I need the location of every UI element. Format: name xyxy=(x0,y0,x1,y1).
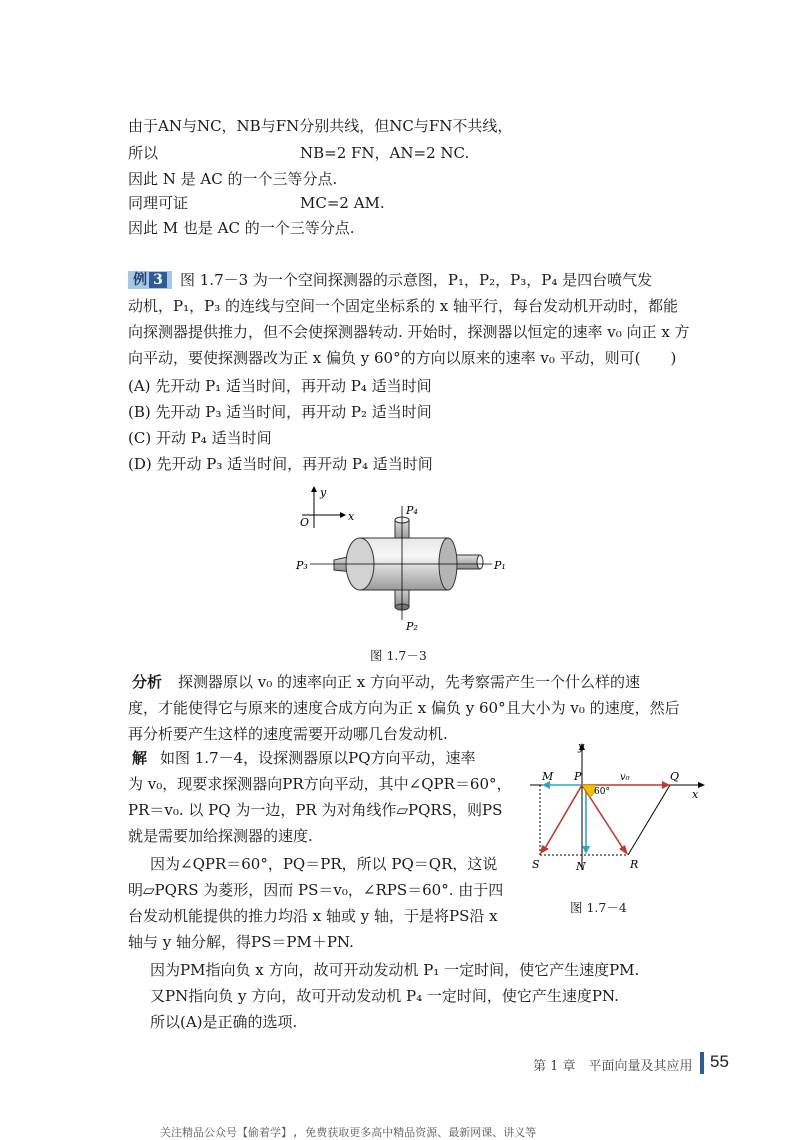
proof-line-5: 因此 M 也是 AC 的一个三等分点. xyxy=(128,219,355,237)
option-d: (D) 先开动 P₃ 适当时间，再开动 P₄ 适当时间 xyxy=(128,455,433,473)
figure1-caption: 图 1.7－3 xyxy=(370,648,427,663)
fig1-label-p1: P₁ xyxy=(494,559,506,572)
page-number: 55 xyxy=(710,1052,729,1071)
conclusion-line-3: 所以(A)是正确的选项. xyxy=(150,1013,298,1031)
proof-line-2-math: NB=2 FN，AN=2 NC. xyxy=(300,144,470,162)
option-c: (C) 开动 P₄ 适当时间 xyxy=(128,429,272,447)
fig2-label-s: S xyxy=(532,858,540,871)
vector-figure xyxy=(520,742,710,882)
fig1-label-x: x xyxy=(348,510,355,523)
analysis-title: 分析 xyxy=(132,673,163,691)
solution-line-6: 明▱PQRS 为菱形，因而 PS＝v₀，∠RPS＝60°. 由于四 xyxy=(128,881,504,899)
example-badge: 例 3 xyxy=(128,271,172,289)
solution-line-5: 因为∠QPR＝60°，PQ＝PR，所以 PQ＝QR，这说 xyxy=(150,855,498,873)
footer-chapter: 第 1 章 平面向量及其应用 xyxy=(533,1059,693,1074)
example-text-line-4: 向平动，要使探测器改为正 x 偏负 y 60°的方向以原来的速率 v₀ 平动，则可( ) xyxy=(128,349,677,367)
probe-figure xyxy=(280,480,520,640)
figure2-caption: 图 1.7－4 xyxy=(570,900,627,915)
fig2-label-y: y xyxy=(578,742,585,753)
fig2-label-v0: v₀ xyxy=(620,772,630,783)
solution-title: 解 xyxy=(132,749,148,767)
option-a: (A) 先开动 P₁ 适当时间，再开动 P₄ 适当时间 xyxy=(128,377,432,395)
solution-line-3: PR＝v₀. 以 PQ 为一边，PR 为对角线作▱PQRS，则PS xyxy=(128,801,503,819)
proof-line-2-label: 所以 xyxy=(128,144,159,162)
example-text-line-2: 动机，P₁，P₃ 的连线与空间一个固定坐标系的 x 轴平行，每台发动机开动时，都能 xyxy=(128,297,678,315)
conclusion-line-2: 又PN指向负 y 方向，故可开动发动机 P₄ 一定时间，使它产生速度PN. xyxy=(150,987,619,1005)
fig1-label-p2: P₂ xyxy=(406,620,418,633)
proof-line-4-math: MC=2 AM. xyxy=(300,194,385,212)
proof-line-1: 由于AN与NC，NB与FN分别共线，但NC与FN不共线， xyxy=(128,117,513,135)
fig1-label-p4: P₄ xyxy=(406,504,418,517)
solution-line-1: 如图 1.7－4，设探测器原以PQ方向平动，速率 xyxy=(160,749,476,767)
fig2-label-n: N xyxy=(576,860,586,873)
solution-line-7: 台发动机能提供的推力均沿 x 轴或 y 轴，于是将PS沿 x xyxy=(128,907,498,925)
option-b: (B) 先开动 P₃ 适当时间，再开动 P₂ 适当时间 xyxy=(128,403,432,421)
solution-line-4: 就是需要加给探测器的速度. xyxy=(128,827,313,845)
solution-line-2: 为 v₀，现要求探测器向PR方向平动，其中∠QPR＝60°， xyxy=(128,775,512,793)
fig2-label-angle: 60° xyxy=(594,787,610,797)
example-text-line-1: 图 1.7－3 为一个空间探测器的示意图，P₁，P₂，P₃，P₄ 是四台喷气发 xyxy=(180,271,653,289)
bottom-note: 关注精品公众号【偷着学】, 免费获取更多高中精品资源、最新网课、讲义等 xyxy=(160,1126,537,1139)
footer-divider xyxy=(700,1052,704,1074)
fig2-label-x: x xyxy=(692,788,699,801)
fig2-label-r: R xyxy=(630,858,639,871)
proof-line-4-label: 同理可证 xyxy=(128,194,189,212)
analysis-line-1: 探测器原以 v₀ 的速率向正 x 方向平动，先考察需产生一个什么样的速 xyxy=(178,673,641,691)
proof-line-3: 因此 N 是 AC 的一个三等分点. xyxy=(128,170,338,188)
fig1-label-o: O xyxy=(300,516,310,529)
fig1-label-p3: P₃ xyxy=(296,559,308,572)
conclusion-line-1: 因为PM指向负 x 方向，故可开动发动机 P₁ 一定时间，使它产生速度PM. xyxy=(150,961,640,979)
fig2-label-m: M xyxy=(542,770,554,783)
example-text-line-3: 向探测器提供推力，但不会使探测器转动. 开始时，探测器以恒定的速率 v₀ 向正 x 方 xyxy=(128,323,690,341)
fig2-label-p: P xyxy=(574,770,582,783)
fig1-label-y: y xyxy=(320,486,327,499)
fig2-label-q: Q xyxy=(670,770,680,783)
analysis-line-2: 度，才能使得它与原来的速度合成方向为正 x 偏负 y 60°且大小为 v₀ 的速度，然后 xyxy=(128,699,680,717)
analysis-line-3: 再分析要产生这样的速度需要开动哪几台发动机. xyxy=(128,725,448,743)
solution-line-8: 轴与 y 轴分解，得PS＝PM＋PN. xyxy=(128,933,354,951)
